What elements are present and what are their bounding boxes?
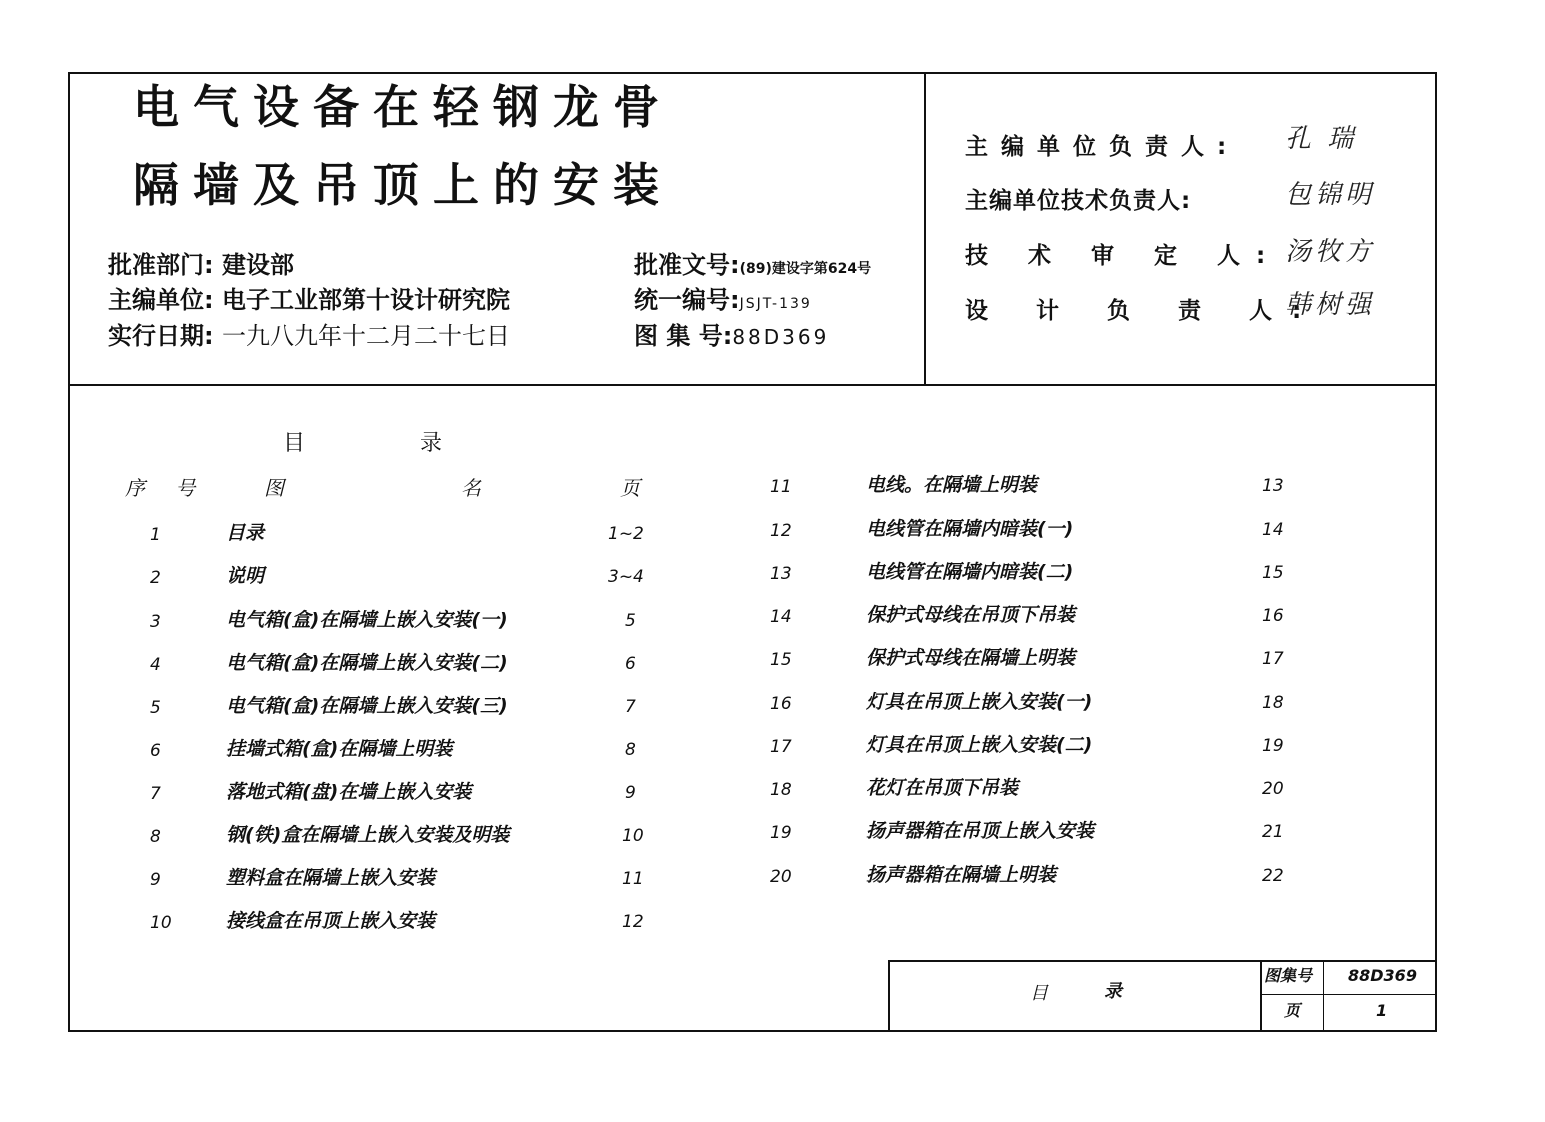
toc-item-name[interactable]: 挂墙式箱(盒)在隔墙上明装 (226, 738, 453, 760)
toc-item-no: 10 (150, 913, 172, 933)
toc-item-no: 17 (770, 737, 792, 757)
atlas-number (634, 324, 829, 348)
toc-item-name[interactable]: 保护式母线在隔墙上明装 (866, 647, 1076, 669)
toc-item-no: 11 (770, 477, 792, 497)
toc-item-page: 20 (1262, 779, 1284, 799)
toc-item-name[interactable]: 落地式箱(盘)在墙上嵌入安装 (226, 781, 472, 803)
atlas-number-label: 图集号 (1264, 966, 1313, 985)
toc-item-page: 21 (1262, 822, 1284, 842)
toc-item-page: 10 (622, 826, 644, 846)
meta-label: 图 集 号: (634, 322, 733, 350)
toc-item-no: 2 (150, 568, 161, 588)
toc-item-no: 4 (150, 655, 161, 675)
header-page: 页 (620, 476, 640, 500)
approval-department (108, 253, 294, 277)
toc-item-name[interactable]: 灯具在吊顶上嵌入安装(一) (866, 691, 1093, 713)
title-block-divider (1260, 994, 1437, 995)
title-block-divider (1323, 960, 1324, 1030)
meta-label: 批准文号: (634, 251, 740, 279)
toc-item-name[interactable]: 扬声器箱在吊顶上嵌入安装 (866, 820, 1095, 842)
meta-value: 一九八九年十二月二十七日 (221, 322, 510, 350)
toc-item-name[interactable]: 目录 (226, 522, 265, 544)
toc-item-no: 15 (770, 650, 792, 670)
toc-item-no: 3 (150, 612, 161, 632)
toc-item-page: 12 (622, 912, 644, 932)
toc-item-no: 18 (770, 780, 792, 800)
toc-item-name[interactable]: 接线盒在吊顶上嵌入安装 (226, 910, 436, 932)
meta-label: 统一编号: (634, 286, 740, 314)
toc-item-name[interactable]: 塑料盒在隔墙上嵌入安装 (226, 867, 436, 889)
toc-item-name[interactable]: 电线管在隔墙内暗装(二) (866, 561, 1074, 583)
toc-item-name[interactable]: 电线管在隔墙内暗装(一) (866, 518, 1074, 540)
signature-design-head: 韩树强 (1285, 290, 1376, 320)
toc-title-char2: 录 (420, 431, 443, 456)
toc-item-page: 11 (622, 869, 644, 889)
toc-item-no: 6 (150, 741, 161, 761)
toc-item-page: 6 (625, 654, 636, 674)
meta-value: 88D369 (732, 325, 830, 349)
editing-unit (108, 288, 510, 312)
toc-item-no: 16 (770, 694, 792, 714)
toc-item-no: 14 (770, 607, 792, 627)
meta-value: 电子工业部第十设计研究院 (221, 286, 510, 314)
signature-chief-technical-head: 包锦明 (1285, 180, 1376, 210)
toc-item-page: 15 (1262, 563, 1284, 583)
toc-item-no: 5 (150, 698, 161, 718)
chief-unit-head-label: 主编单位负责人: (965, 134, 1240, 160)
toc-item-no: 13 (770, 564, 792, 584)
meta-value: 建设部 (221, 251, 294, 279)
toc-item-page: 18 (1262, 693, 1284, 713)
toc-item-name[interactable]: 花灯在吊顶下吊装 (866, 777, 1019, 799)
toc-item-page: 5 (625, 611, 636, 631)
header-divider (68, 384, 1437, 386)
toc-item-page: 22 (1262, 866, 1284, 886)
toc-item-page: 16 (1262, 606, 1284, 626)
toc-item-name[interactable]: 电气箱(盒)在隔墙上嵌入安装(三) (226, 695, 508, 717)
toc-item-page: 8 (625, 740, 636, 760)
toc-item-no: 1 (150, 525, 161, 545)
header-seq: 序 号 (125, 476, 208, 500)
atlas-number-value: 88D369 (1348, 966, 1417, 985)
toc-item-page: 17 (1262, 649, 1284, 669)
toc-item-name[interactable]: 扬声器箱在隔墙上明装 (866, 864, 1057, 886)
meta-label: 主编单位: (108, 286, 214, 314)
toc-item-page: 14 (1262, 520, 1284, 540)
toc-item-no: 19 (770, 823, 792, 843)
title-block-name-char1: 目 (1030, 983, 1048, 1004)
meta-label: 批准部门: (108, 251, 214, 279)
unified-number (634, 288, 812, 312)
toc-item-name[interactable]: 电气箱(盒)在隔墙上嵌入安装(一) (226, 609, 508, 631)
toc-item-no: 20 (770, 867, 792, 887)
title-block-divider (1260, 960, 1262, 1030)
title-block-name-char2: 录 (1104, 981, 1122, 1002)
page-value: 1 (1376, 1001, 1388, 1020)
header-vertical-divider (924, 72, 926, 385)
toc-item-name[interactable]: 电气箱(盒)在隔墙上嵌入安装(二) (226, 652, 508, 674)
meta-value: (89)建设字第624号 (739, 261, 872, 277)
toc-title-char1: 目 (283, 431, 306, 456)
toc-item-page: 19 (1262, 736, 1284, 756)
header-name-b: 名 (461, 476, 481, 500)
document-title-line1: 电气设备在轻钢龙骨 (133, 80, 673, 134)
toc-item-no: 9 (150, 870, 161, 890)
approval-document-number (634, 253, 871, 277)
toc-item-name[interactable]: 电线。在隔墙上明装 (866, 474, 1038, 496)
signature-technical-reviewer: 汤牧方 (1285, 237, 1376, 267)
document-title-line2: 隔墙及吊顶上的安装 (133, 158, 673, 212)
toc-item-no: 7 (150, 784, 161, 804)
toc-item-no: 12 (770, 521, 792, 541)
toc-item-name[interactable]: 说明 (226, 565, 265, 587)
toc-item-page: 9 (625, 783, 636, 803)
toc-item-page: 1~2 (608, 524, 644, 544)
toc-item-page: 3~4 (608, 567, 644, 587)
meta-label: 实行日期: (108, 322, 214, 350)
design-head-label: 设 计 负 责 人: (965, 298, 1322, 324)
chief-technical-head-label: 主编单位技术负责人: (965, 188, 1192, 214)
toc-item-page: 13 (1262, 476, 1284, 496)
toc-item-name[interactable]: 保护式母线在吊顶下吊装 (866, 604, 1076, 626)
header-name-a: 图 (264, 476, 284, 500)
signature-chief-unit-head: 孔 瑞 (1285, 124, 1358, 154)
toc-item-no: 8 (150, 827, 161, 847)
technical-reviewer-label: 技 术 审 定 人: (965, 243, 1282, 269)
toc-item-page: 7 (625, 697, 636, 717)
effective-date (108, 324, 510, 348)
meta-value: JSJT-139 (739, 296, 812, 312)
page-label: 页 (1284, 1001, 1301, 1020)
toc-item-name[interactable]: 钢(铁)盒在隔墙上嵌入安装及明装 (226, 824, 510, 846)
toc-item-name[interactable]: 灯具在吊顶上嵌入安装(二) (866, 734, 1093, 756)
